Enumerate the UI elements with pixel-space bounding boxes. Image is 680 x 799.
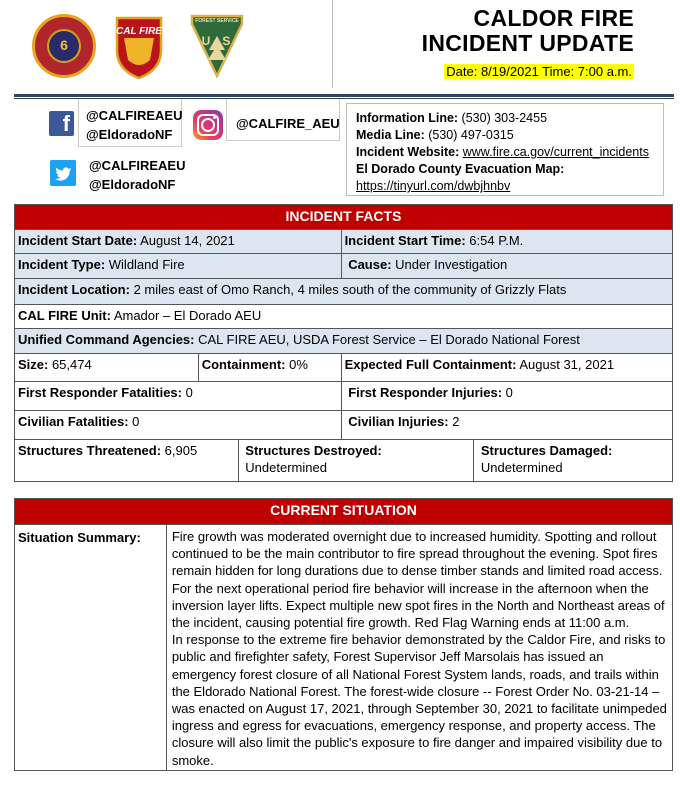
amador-el-dorado-unit-seal: 6 [32, 14, 96, 78]
twitter-icon[interactable] [50, 160, 76, 186]
usfs-letters: US [201, 34, 243, 48]
contact-info: Information Line: (530) 303-2455 Media Line: (530) 497-0315 Incident Website: www.fire.ca.gov/current_incidents El Dorado County Evacuation Map: https://tinyurl.com/dwbjhnbv [356, 111, 649, 193]
agencies-cell: Unified Command Agencies: CAL FIRE AEU, USDA Forest Service – El Dorado National Forest [15, 329, 673, 354]
incident-type-cell: Incident Type: Wildland Fire [15, 254, 342, 279]
start-date-cell: Incident Start Date: August 14, 2021 [15, 230, 342, 254]
situation-summary-text [166, 525, 672, 771]
unit-cell: CAL FIRE Unit: Amador – El Dorado AEU [15, 305, 673, 329]
situation-summary-label: Situation Summary: [15, 525, 167, 771]
situation-paragraph-1: Fire growth was moderated overnight due to increased humidity. Spotting and rollout continued to be the main contributor to fire spread throughout the evening. Spot fires remain hidden for long durations due to dense timber stands and limited road access. For the next operational period fire behavior will increase in the afternoon when the inversion layer lifts. Expect multiple new spot fires in the North and Northeast areas of the incident, causing potential fire growth. Red Flag Warning ends at 11:00 a.m. [171, 529, 665, 631]
cause-cell: Cause: Under Investigation [341, 254, 672, 279]
structures-destroyed-cell: Structures Destroyed: Undetermined [238, 440, 474, 482]
evacuation-map-link[interactable]: https://tinyurl.com/dwbjhnbv [356, 179, 511, 193]
start-time-cell: Incident Start Time: 6:54 P.M. [341, 230, 672, 254]
civilian-injuries-cell: Civilian Injuries: 2 [341, 411, 672, 440]
info-line: (530) 303-2455 [458, 111, 548, 125]
structures-threatened-cell: Structures Threatened: 6,905 [15, 440, 239, 482]
incident-facts-heading: INCIDENT FACTS [15, 205, 673, 230]
media-line: (530) 497-0315 [424, 128, 514, 142]
fr-injuries-cell: First Responder Injuries: 0 [341, 382, 672, 411]
civilian-fatalities-cell: Civilian Fatalities: 0 [15, 411, 342, 440]
fr-fatalities-cell: First Responder Fatalities: 0 [15, 382, 342, 411]
incident-facts-table [14, 204, 673, 482]
instagram-icon[interactable] [193, 110, 223, 140]
cal-fire-text: CAL FIRE [116, 26, 162, 37]
instagram-handle[interactable]: @CALFIRE_AEU [236, 116, 340, 131]
size-cell: Size: 65,474 [15, 354, 199, 382]
incident-website-link[interactable]: www.fire.ca.gov/current_incidents [462, 145, 649, 159]
containment-cell: Containment: 0% [198, 354, 341, 382]
situation-paragraph-2: In response to the extreme fire behavior demonstrated by the Caldor Fire, and risks to public and firefighter safety, Forest Supervisor Jeff Marsolais has issued an emergency forest closure of all National Forest System lands, roads, and trails within the Eldorado National Forest. The forest-wide closure -- Forest Order No. 03-21-14 – was enacted on August 17, 2021, through September 30, 2021 to facilitate unimpeded ingress and egress for evacuations, emergency response, and property access. The closure will also limit the public's exposure to fire danger and impaired visibility due to smoke. [171, 632, 667, 768]
header-rule [14, 94, 674, 97]
facebook-handle-1[interactable]: @CALFIREAEU [86, 108, 183, 123]
usfs-top-text: FOREST SERVICE [195, 18, 239, 24]
current-situation-heading: CURRENT SITUATION [15, 499, 673, 525]
page-title: CALDOR FIRE INCIDENT UPDATE [421, 5, 634, 56]
twitter-handle-1[interactable]: @CALFIREAEU [89, 158, 186, 173]
current-situation-table [14, 498, 673, 771]
report-date: Date: 8/19/2021 Time: 7:00 a.m. [446, 64, 632, 79]
facebook-handle-2[interactable]: @EldoradoNF [86, 127, 173, 142]
twitter-handle-2[interactable]: @EldoradoNF [89, 177, 176, 192]
facebook-icon[interactable]: f [49, 111, 74, 136]
location-cell: Incident Location: 2 miles east of Omo Ranch, 4 miles south of the community of Grizzly Flats [15, 279, 673, 305]
expected-containment-cell: Expected Full Containment: August 31, 2021 [341, 354, 672, 382]
structures-damaged-cell: Structures Damaged: Undetermined [474, 440, 673, 482]
